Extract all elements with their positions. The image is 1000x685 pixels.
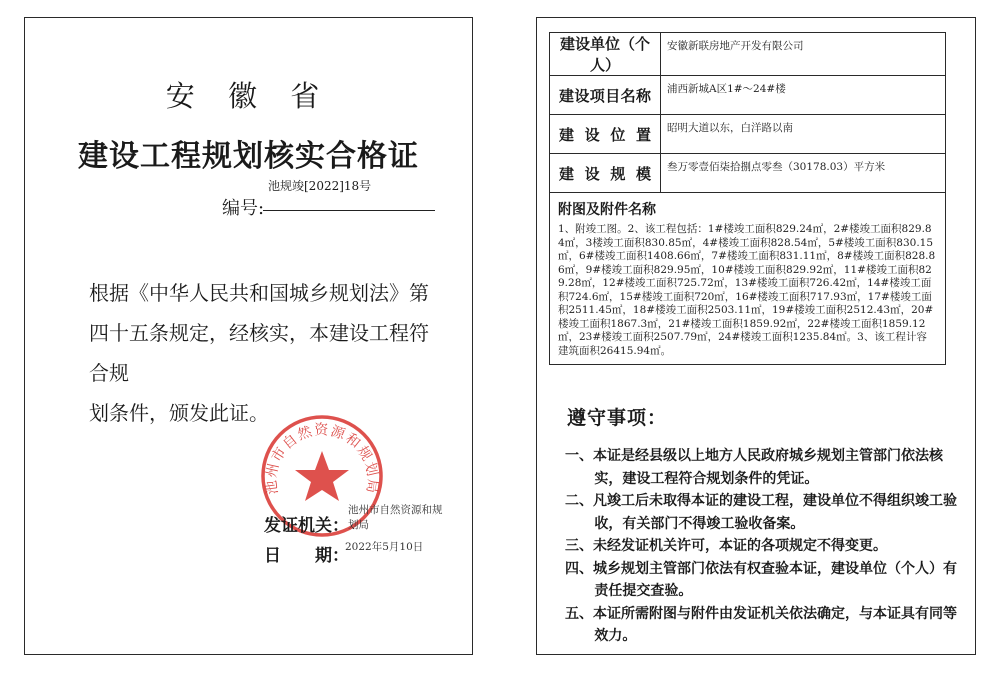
issuer-value: 池州市自然资源和规划局 xyxy=(348,504,443,531)
date-value: 2022年5月10日 xyxy=(345,541,424,553)
certificate-left-page xyxy=(24,17,473,655)
applicant-label: 建设单位（个人） xyxy=(559,35,650,74)
statement-line: 四十五条规定，经核实，本建设工程符合规 xyxy=(89,321,429,385)
applicant-value: 安徽新联房地产开发有限公司 xyxy=(661,33,946,76)
rules-heading: 遵守事项： xyxy=(567,407,668,429)
province-name: 安 徽 省 xyxy=(165,79,332,113)
attachments-text: 1、附竣工图。2、该工程包括：1#楼竣工面积829.24㎡，2#楼竣工面积829.84㎡，3楼竣工面积830.85㎡，4#楼竣工面积828.54㎡，5#楼竣工面积830.15㎡，6#楼竣工面积1408.66㎡，7#楼竣工面积831.11㎡，8#楼竣工面积828.86㎡，9#楼竣工面积829.95㎡，10#楼竣工面积829.92㎡，11#楼竣工面积829.28㎡，12#楼竣工面积725.72㎡，13#楼竣工面积726.42㎡，14#楼竣工面积724.6㎡，15#楼竣工面积720㎡，16#楼竣工面积717.93㎡，17#楼竣工面积2511.45㎡，18#楼竣工面积2503.11㎡，19#楼竣工面积2512.43㎡，20#楼竣工面积1867.3㎡，21#楼竣工面积1859.92㎡，22#楼竣工面积1859.12㎡，23#楼竣工面积2507.79㎡，24#楼竣工面积1235.84㎡。3、该工程计容建筑面积26415.94㎡。 xyxy=(558,223,936,357)
project-info-table xyxy=(549,32,946,365)
project-name-value: 浦西新城A区1#～24#楼 xyxy=(661,76,946,115)
attachments-title: 附图及附件名称 xyxy=(558,202,656,218)
date-label: 日 期： xyxy=(264,546,349,566)
table-row xyxy=(550,154,946,193)
table-row xyxy=(550,115,946,154)
rule-item: 一、本证是经县级以上地方人民政府城乡规划主管部门依法核实，建设工程符合规划条件的凭证。 xyxy=(565,448,943,487)
certificate-number-label: 编号: xyxy=(222,198,265,219)
table-row xyxy=(550,76,946,115)
table-row xyxy=(550,33,946,76)
issuer-label: 发证机关： xyxy=(264,516,349,536)
table-label-cell xyxy=(550,115,661,154)
table-label-cell xyxy=(550,33,661,76)
certificate-number-value: 池规竣[2022]18号 xyxy=(268,179,372,193)
scale-value: 叁万零壹佰柒拾捌点零叁（30178.03）平方米 xyxy=(661,154,946,193)
table-label-cell xyxy=(550,76,661,115)
scale-label: 建设规模 xyxy=(559,164,651,183)
certificate-title: 建设工程规划核实合格证 xyxy=(78,139,419,174)
rule-item: 四、城乡规划主管部门依法有权查验本证，建设单位（个人）有责任提交查验。 xyxy=(565,560,957,599)
rule-item: 五、本证所需附图与附件由发证机关依法确定，与本证具有同等效力。 xyxy=(565,605,957,644)
location-label: 建设位置 xyxy=(559,125,651,144)
project-name-label: 建设项目名称 xyxy=(559,86,651,105)
rule-item: 三、未经发证机关许可，本证的各项规定不得变更。 xyxy=(565,538,887,554)
location-value: 昭明大道以东，白洋路以南 xyxy=(661,115,946,154)
certificate-right-page xyxy=(536,17,976,655)
rule-item: 二、凡竣工后未取得本证的建设工程，建设单位不得组织竣工验收，有关部门不得竣工验收备案。 xyxy=(565,493,957,532)
certificate-statement xyxy=(89,273,439,433)
statement-line: 划条件，颁发此证。 xyxy=(89,401,269,425)
rules-list xyxy=(565,445,965,648)
certificate-number-underline xyxy=(263,210,435,211)
statement-line: 根据《中华人民共和国城乡规划法》第 xyxy=(89,281,429,305)
table-label-cell xyxy=(550,154,661,193)
table-row xyxy=(550,193,946,365)
seal-text: 池州市自然资源和规划局 xyxy=(263,422,381,496)
attachments-cell xyxy=(550,193,946,365)
seal-star-icon xyxy=(295,451,349,501)
